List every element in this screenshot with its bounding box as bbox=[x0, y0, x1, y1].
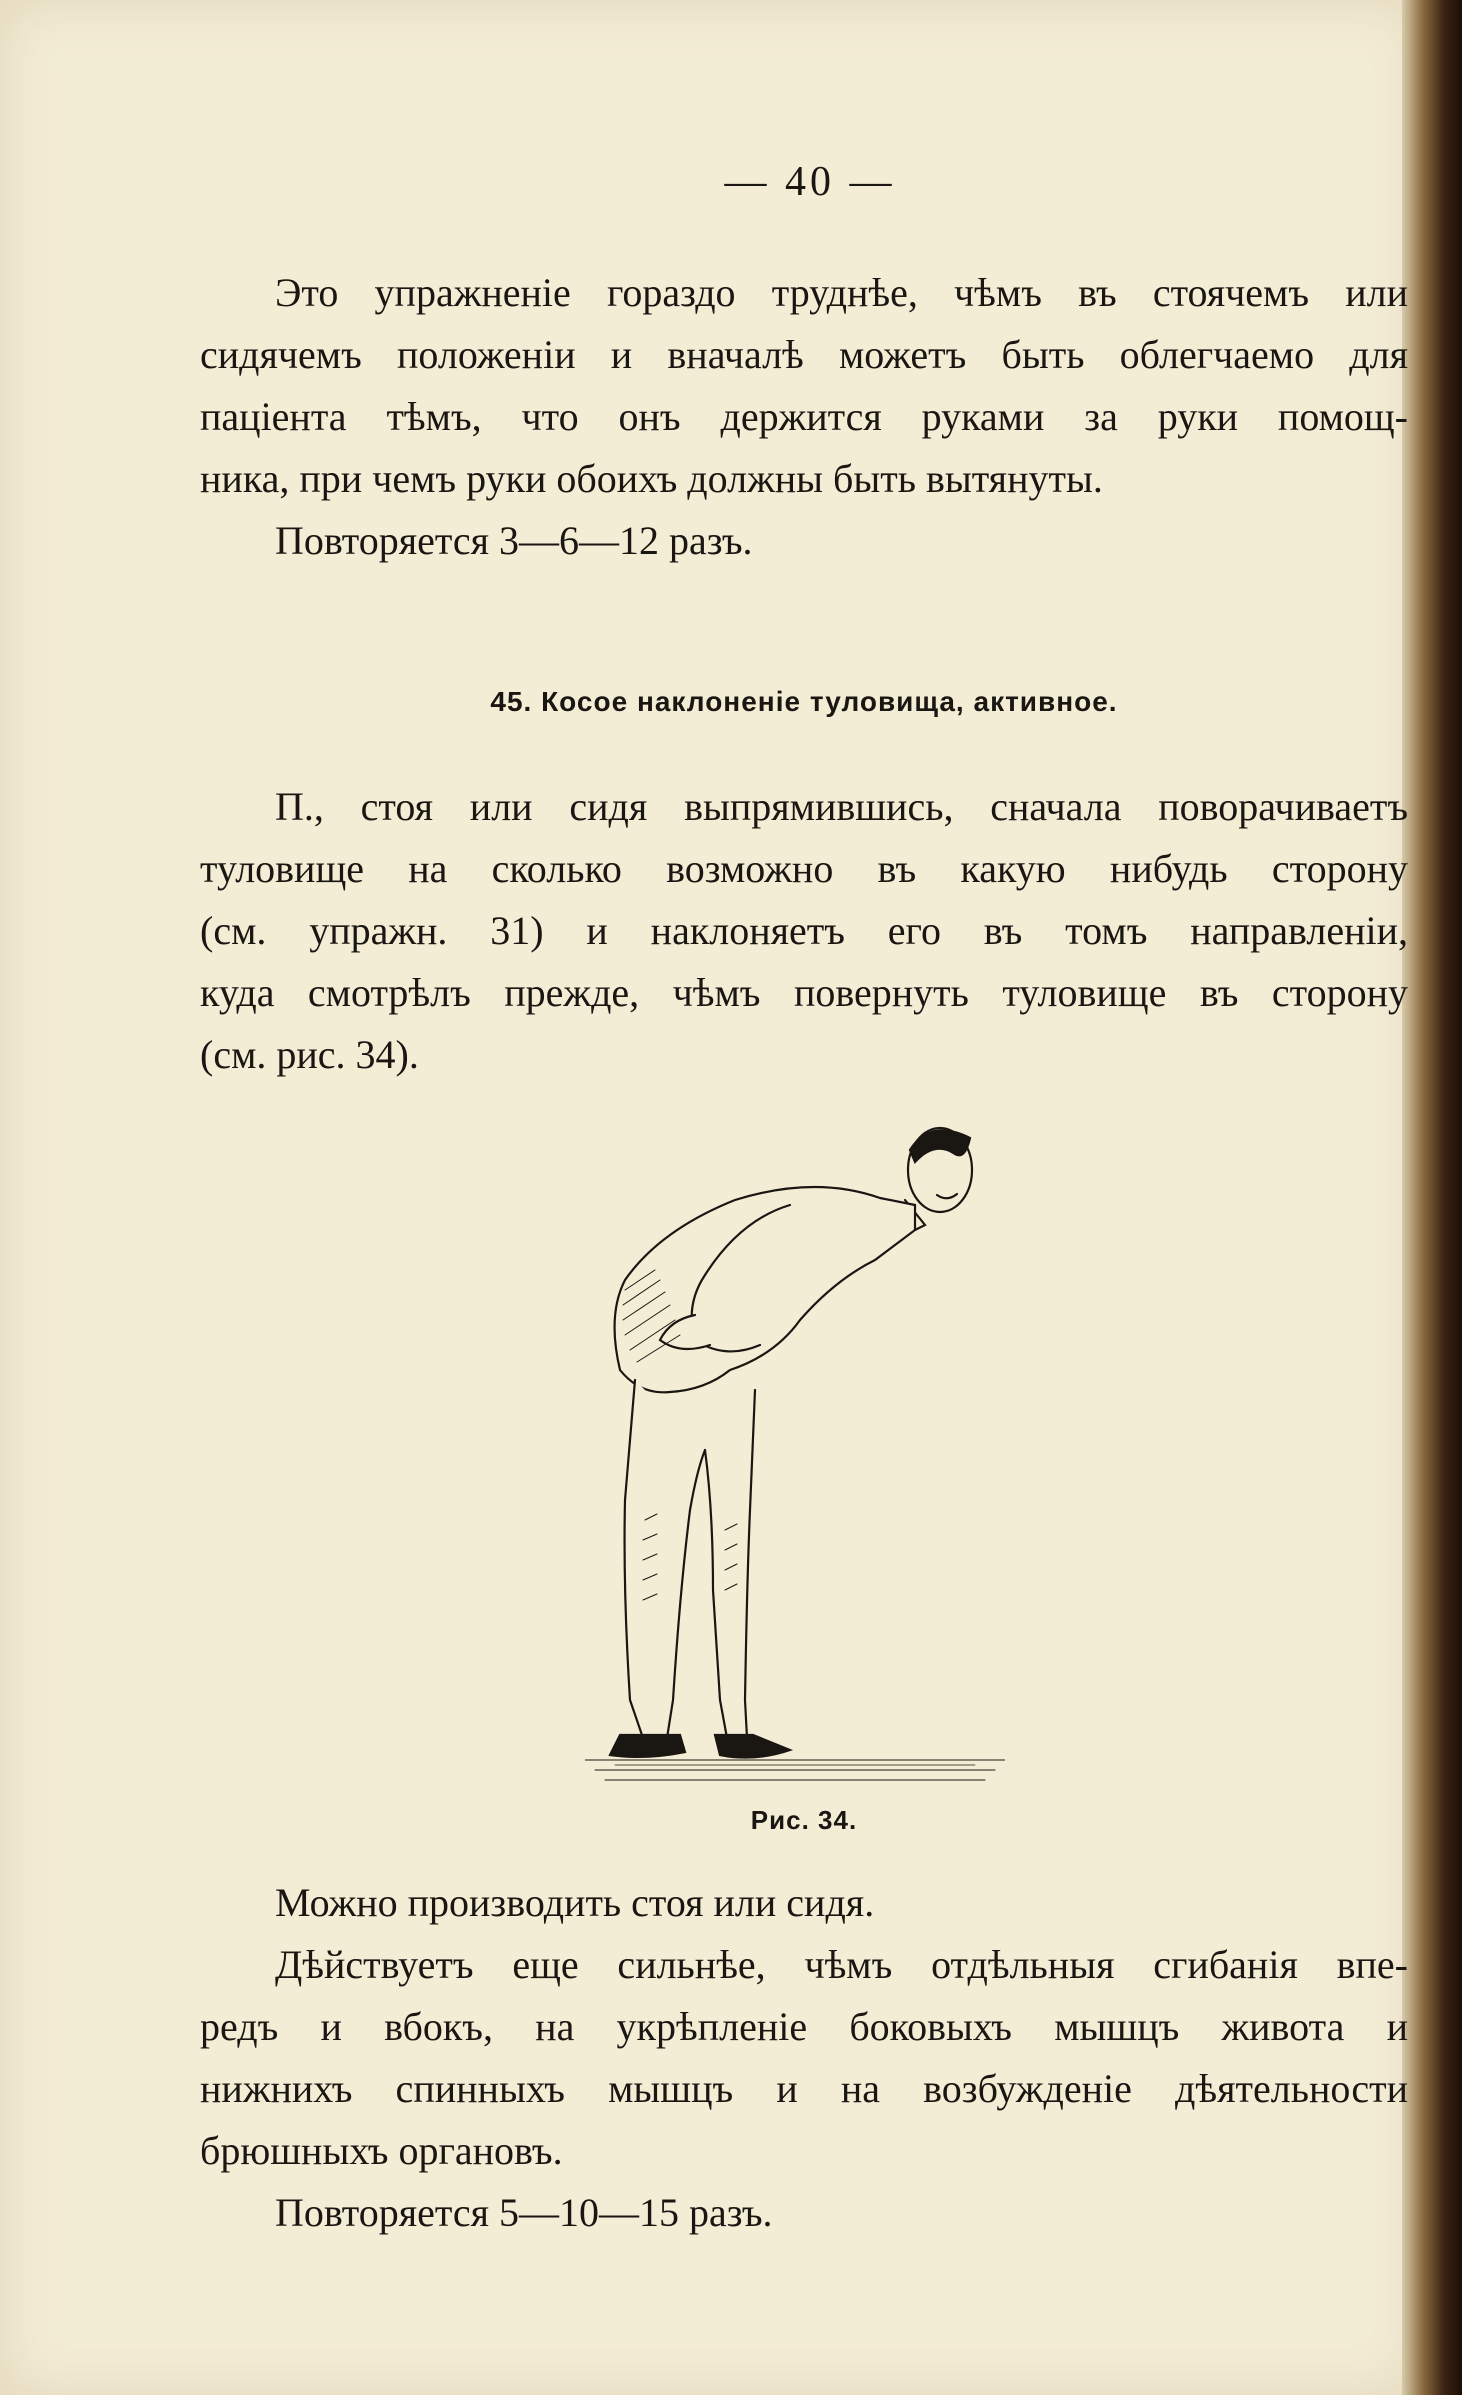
paragraph-1 bbox=[200, 262, 1408, 572]
ground-shadow bbox=[585, 1760, 1005, 1780]
paragraph-1-line: паціента тѣмъ, что онъ держится руками за руки помощ- bbox=[200, 394, 1408, 439]
paragraph-2 bbox=[200, 776, 1408, 1086]
left-shoe bbox=[610, 1735, 685, 1757]
page-number: — 40 — bbox=[724, 159, 896, 205]
repeat-count-1: Повторяется 3—6—12 разъ. bbox=[275, 518, 753, 563]
paragraph-4-line: Дѣйствуетъ еще сильнѣе, чѣмъ отдѣльныя сгибанія впе- bbox=[275, 1942, 1408, 1987]
right-shoe bbox=[715, 1735, 790, 1758]
paragraph-2-line: туловище на сколько возможно въ какую нибудь сторону bbox=[200, 846, 1408, 891]
right-leg bbox=[705, 1390, 755, 1738]
paragraph-4-line: нижнихъ спинныхъ мышцъ и на возбужденіе дѣятельности bbox=[200, 2066, 1408, 2111]
paragraph-2-line: (см. рис. 34). bbox=[200, 1032, 419, 1077]
paragraph-4-line: брюшныхъ органовъ. bbox=[200, 2128, 563, 2173]
paragraph-2-line: куда смотрѣлъ прежде, чѣмъ повернуть туловище въ сторону bbox=[200, 970, 1408, 1015]
paragraph-2-line: П., стоя или сидя выпрямившись, сначала поворачиваетъ bbox=[275, 784, 1408, 829]
paragraph-4-line: редъ и вбокъ, на укрѣпленіе боковыхъ мышцъ живота и bbox=[200, 2004, 1408, 2049]
paragraph-2-line: (см. упражн. 31) и наклоняетъ его въ томъ направленіи, bbox=[200, 908, 1408, 953]
figure-illustration bbox=[585, 1110, 1005, 1790]
paragraph-3-line: Можно производить стоя или сидя. bbox=[275, 1880, 875, 1925]
figure-caption: Рис. 34. bbox=[750, 1805, 858, 1835]
paragraph-3 bbox=[200, 1872, 1408, 2244]
paragraph-1-line: Это упражненіе гораздо труднѣе, чѣмъ въ стоячемъ или bbox=[275, 270, 1408, 315]
paragraph-1-line: сидячемъ положеніи и вначалѣ можетъ быть облегчаемо для bbox=[200, 332, 1408, 377]
repeat-count-2: Повторяется 5—10—15 разъ. bbox=[275, 2190, 773, 2235]
left-leg bbox=[625, 1380, 705, 1738]
page-edge bbox=[1402, 0, 1462, 2395]
paragraph-1-line: ника, при чемъ руки обоихъ должны быть вытянуты. bbox=[200, 456, 1103, 501]
section-heading: 45. Косое наклоненіе туловища, активное. bbox=[490, 686, 1118, 717]
torso bbox=[615, 1187, 915, 1392]
